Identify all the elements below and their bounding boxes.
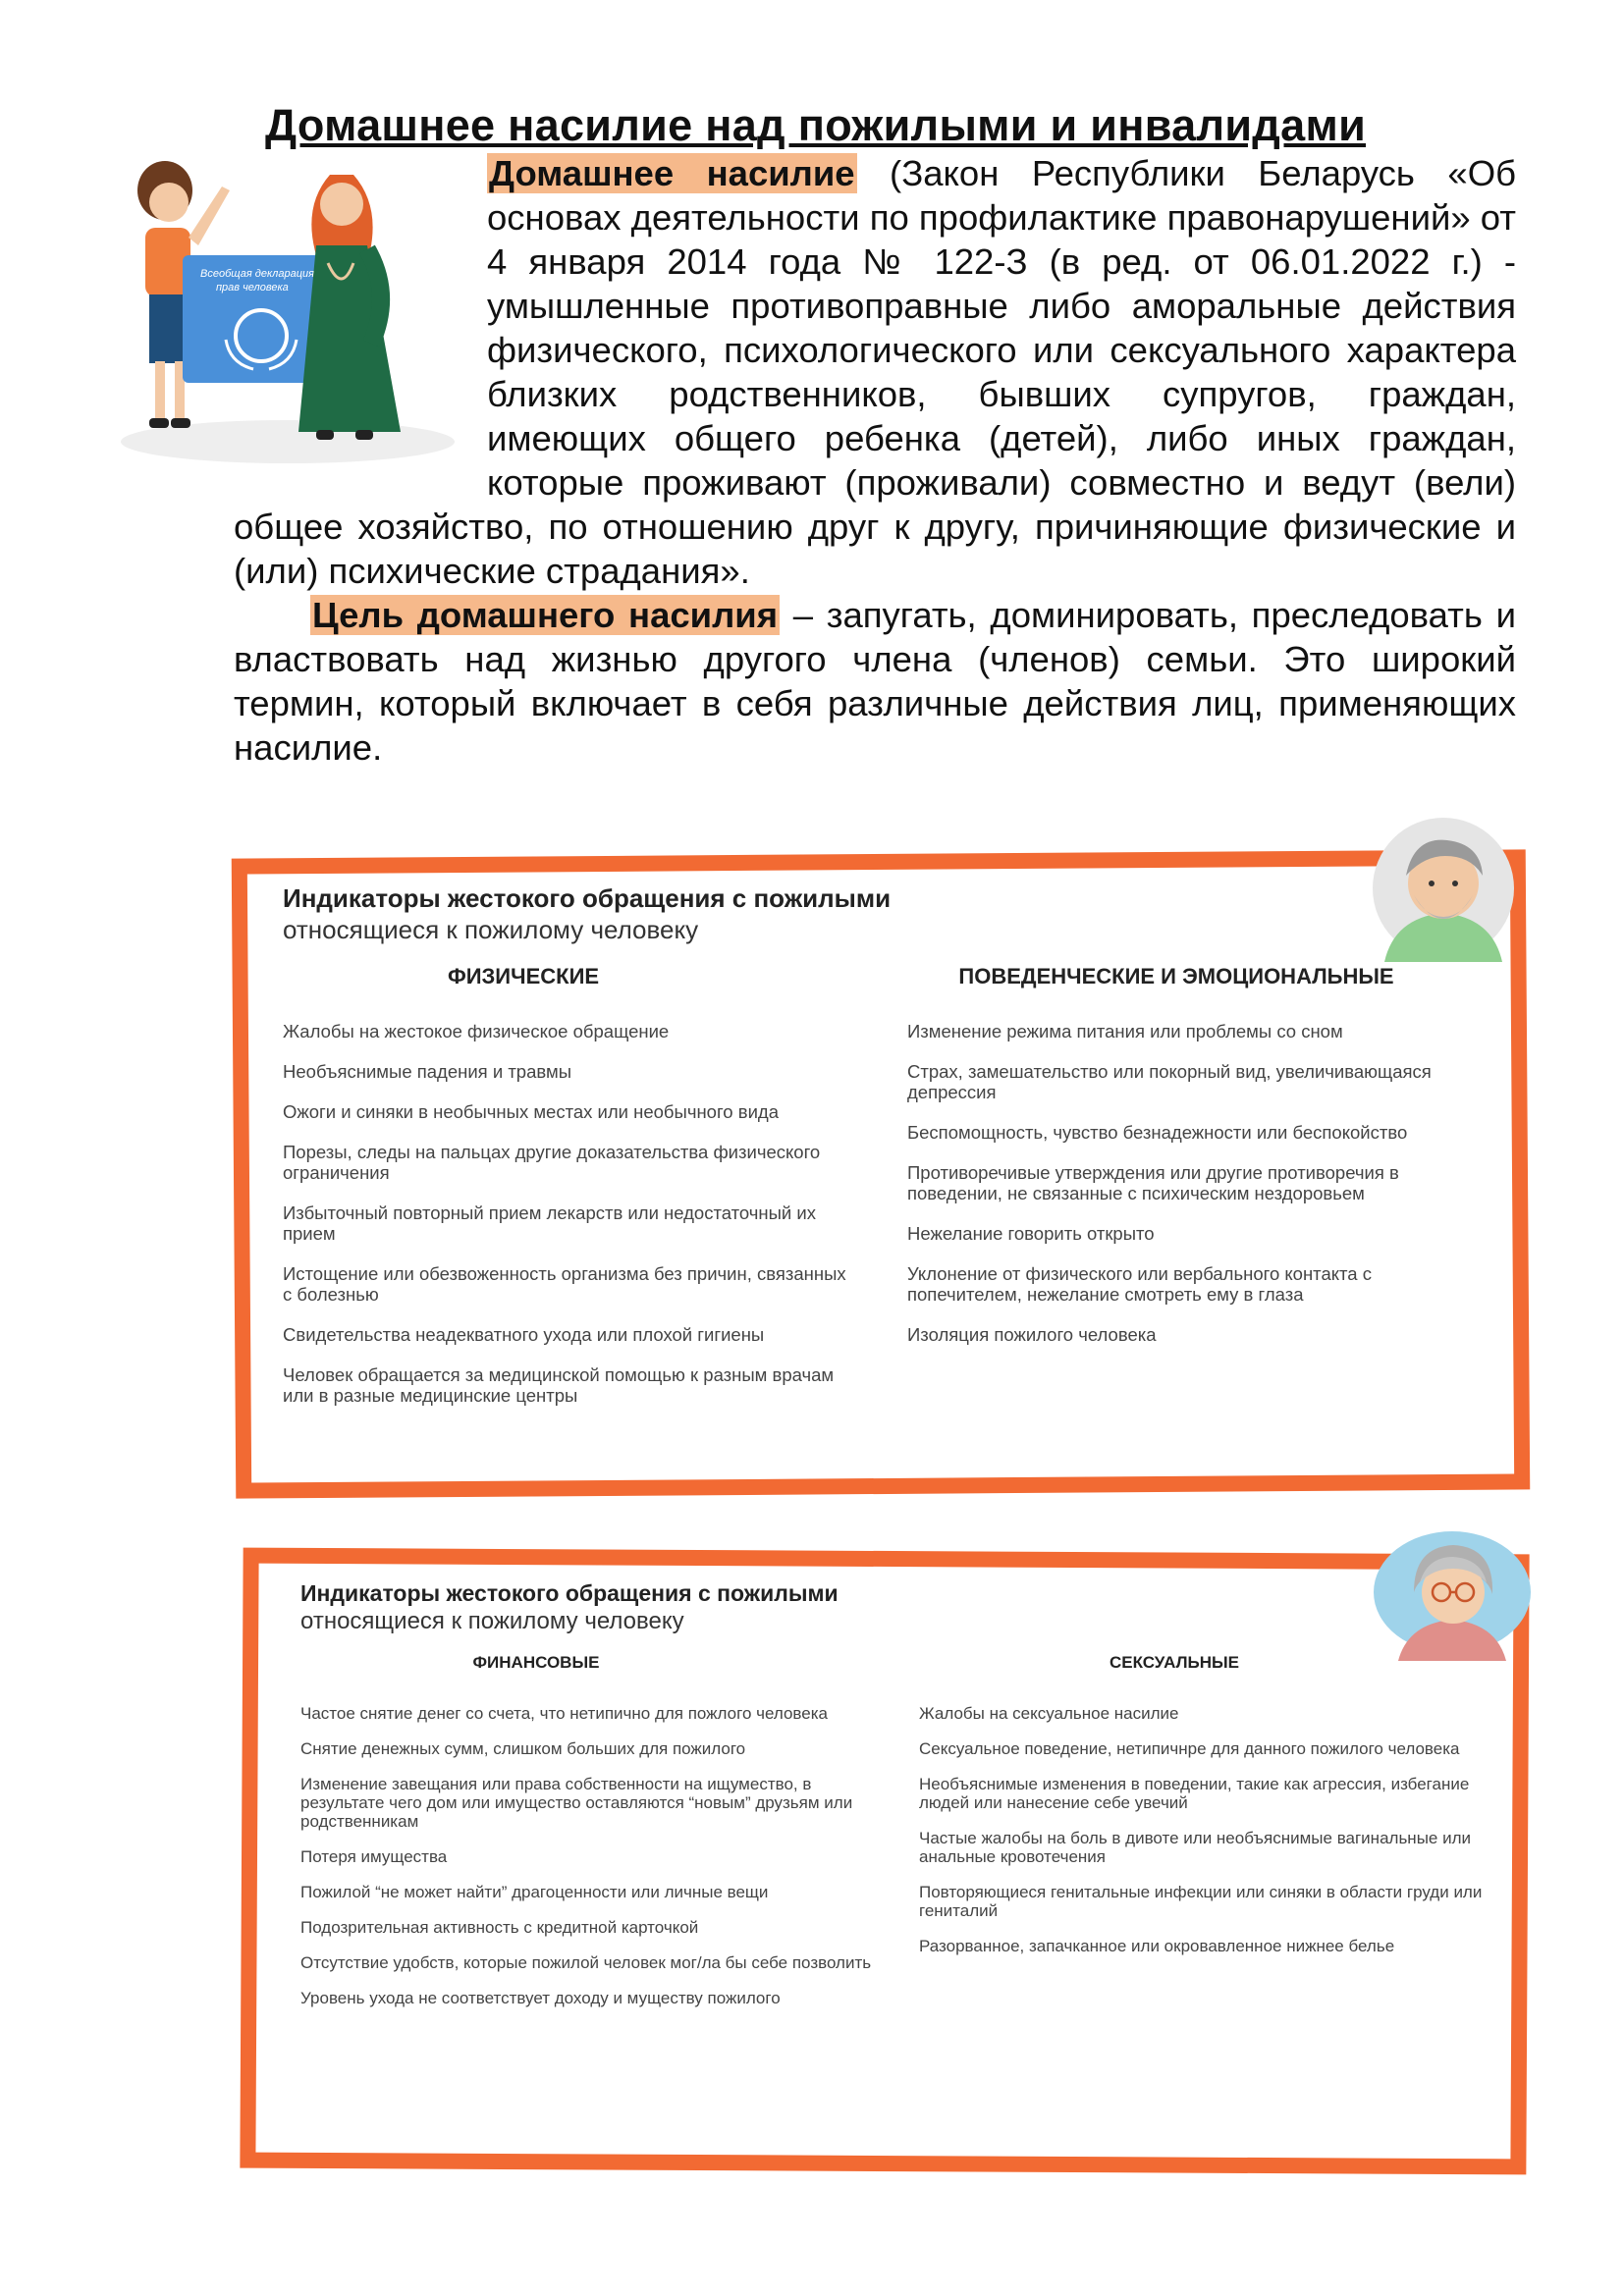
list-item: Уклонение от физического или вербального контакта с попечителем, нежелание смотреть ему в глаза bbox=[907, 1263, 1372, 1305]
list-item: Пожилой “не может найти” драгоценности или личные вещи bbox=[300, 1883, 769, 1901]
list-item: Ожоги и синяки в необычных местах или необычного вида bbox=[283, 1101, 779, 1122]
term-purpose: Цель домашнего насилия bbox=[312, 595, 779, 635]
list-item: Подозрительная активность с кредитной карточкой bbox=[300, 1918, 699, 1937]
poster-text-line2: прав человека bbox=[216, 282, 289, 294]
poster-text-line1: Всеобщая декларация bbox=[200, 268, 315, 280]
purpose-paragraph bbox=[234, 593, 1516, 770]
list-item: Изменение завещания или права собственности на ищумество, в результате чего дом или имущество оставляются “новым” друзьям или родственникам bbox=[300, 1775, 853, 1831]
list-item: Порезы, следы на пальцах другие доказательства физического ограничения bbox=[283, 1142, 821, 1183]
card-title: Индикаторы жестокого обращения с пожилыми bbox=[283, 883, 892, 913]
column-heading-financial: ФИНАНСОВЫЕ bbox=[472, 1653, 600, 1672]
list-item: Человек обращается за медицинской помощью к разным врачам или в разные медицинские центры bbox=[283, 1364, 835, 1406]
list-item: Необъяснимые падения и травмы bbox=[283, 1061, 572, 1082]
physical-indicators-list bbox=[283, 1021, 852, 1425]
list-item: Необъяснимые изменения в поведении, такие как агрессия, избегание людей или нанесение себе увечий bbox=[919, 1775, 1470, 1812]
list-item: Сексуальное поведение, нетипичнре для данного пожилого человека bbox=[919, 1739, 1460, 1758]
elderly-man-avatar-icon bbox=[1345, 815, 1542, 962]
list-item: Частые жалобы на боль в дивоте или необъяснимые вагинальные или анальные кровотечения bbox=[919, 1829, 1471, 1866]
list-item: Жалобы на жестокое физическое обращение bbox=[283, 1021, 670, 1041]
elderly-woman-avatar-icon bbox=[1359, 1523, 1545, 1661]
list-item: Отсутствие удобств, которые пожилой человек мог/ла бы себе позволить bbox=[300, 1953, 872, 1972]
list-item: Повторяющиеся генитальные инфекции или синяки в области груди или гениталий bbox=[919, 1883, 1483, 1920]
list-item: Снятие денежных сумм, слишком больших для пожилого bbox=[300, 1739, 746, 1758]
list-item: Жалобы на сексуальное насилие bbox=[919, 1704, 1179, 1723]
column-heading-physical: ФИЗИЧЕСКИЕ bbox=[447, 964, 600, 988]
list-item: Уровень ухода не соответствует доходу и муществу пожилого bbox=[300, 1989, 781, 2007]
card-subtitle: относящиеся к пожилому человеку bbox=[283, 915, 699, 944]
list-item: Свидетельства неадекватного ухода или плохой гигиены bbox=[283, 1324, 765, 1345]
behavioral-indicators-list bbox=[907, 1021, 1487, 1364]
list-item: Потеря имущества bbox=[300, 1847, 448, 1866]
purpose-text: – запугать, доминировать, преследовать и властвовать над жизнью другого члена (членов) семьи. Это широкий термин, который включает в себя различные действия лиц, применяющих насилие. bbox=[234, 595, 1516, 768]
list-item: Нежелание говорить открыто bbox=[907, 1223, 1155, 1244]
list-item: Разорванное, запачканное или окровавленное нижнее белье bbox=[919, 1937, 1395, 1955]
indicators-card-financial-sexual bbox=[242, 1551, 1528, 2171]
definition-text: (Закон Республики Беларусь «Об основах деятельности по профилактике правонарушений» от 4 января 2014 года № 122-З (в ред. от 06.01.2022 г.) - умышленные противоправные либо аморальные действия физического, психологического или сексуального характера близких родственников, бывших супругов, граждан, имеющих общего ребенка (детей), либо иных граждан, которые проживают (проживали) совместно и ведут (вели) общее хозяйство, по отношению друг к другу, причиняющие физические и (или) психические страдания». bbox=[234, 153, 1517, 591]
indicators-card-physical-behavioral bbox=[234, 854, 1528, 1494]
list-item: Страх, замешательство или покорный вид, увеличивающаяся депрессия bbox=[907, 1061, 1432, 1102]
card-title: Индикаторы жестокого обращения с пожилыми bbox=[300, 1580, 839, 1606]
list-item: Беспомощность, чувство безнадежности или беспокойство bbox=[907, 1122, 1408, 1143]
list-item: Частое снятие денег со счета, что нетипично для пожлого человека bbox=[300, 1704, 828, 1723]
card-subtitle: относящиеся к пожилому человеку bbox=[300, 1608, 684, 1634]
column-heading-behavioral: ПОВЕДЕНЧЕСКИЕ И ЭМОЦИОНАЛЬНЫЕ bbox=[958, 964, 1394, 988]
column-heading-sexual: СЕКСУАЛЬНЫЕ bbox=[1109, 1653, 1239, 1672]
term-domestic-violence: Домашнее насилие bbox=[489, 153, 855, 193]
page-title: Домашнее насилие над пожилыми и инвалидами bbox=[265, 100, 1367, 150]
list-item: Противоречивые утверждения или другие противоречия в поведении, не связанные с психическим нездоровьем bbox=[907, 1162, 1399, 1203]
intro-text bbox=[234, 151, 1516, 770]
list-item: Изоляция пожилого человека bbox=[907, 1324, 1157, 1345]
financial-indicators-list bbox=[300, 1704, 880, 2024]
list-item: Истощение или обезвоженность организма без причин, связанных с болезнью bbox=[283, 1263, 846, 1305]
list-item: Избыточный повторный прием лекарств или недостаточный их прием bbox=[283, 1202, 816, 1244]
list-item: Изменение режима питания или проблемы со сном bbox=[907, 1021, 1343, 1041]
sexual-indicators-list bbox=[919, 1704, 1498, 1972]
